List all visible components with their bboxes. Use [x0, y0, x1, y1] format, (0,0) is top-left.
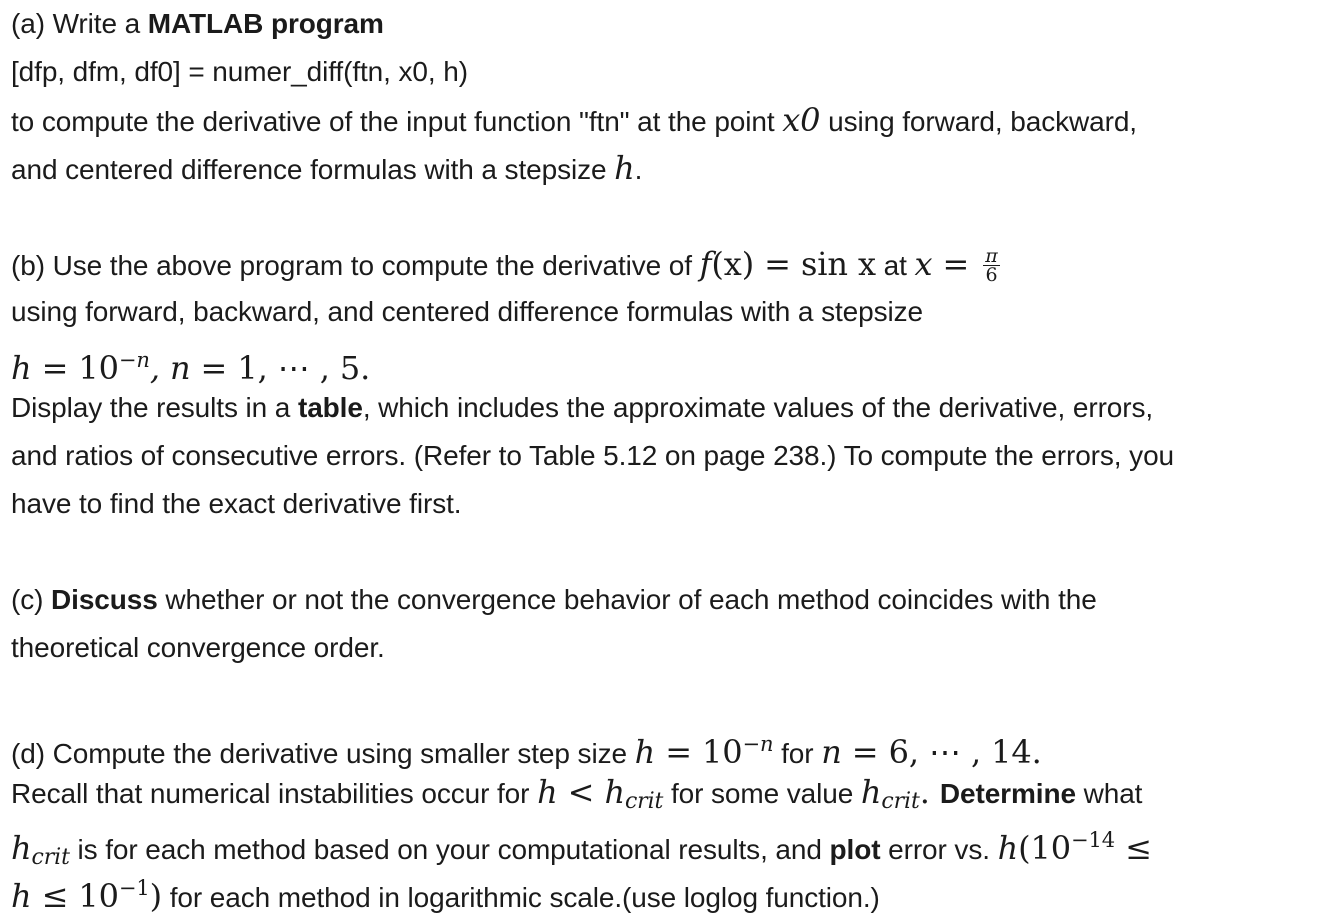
math-h: h — [997, 829, 1019, 867]
math-h: h — [11, 349, 32, 387]
math-h: h — [634, 733, 656, 771]
math-h: h — [614, 149, 635, 187]
text-span: . — [634, 154, 643, 185]
part-d-line4 — [11, 871, 880, 915]
discuss-emphasis: Discuss — [51, 584, 158, 615]
text-span: is for each method based on your computational results, and — [69, 834, 830, 865]
part-b-line1 — [11, 247, 1000, 284]
text-span: , which includes the approximate values of the derivative, errors, — [362, 392, 1154, 423]
part-d-line2 — [11, 775, 1142, 819]
math-n: n — [821, 733, 842, 771]
text-span: at — [875, 250, 915, 281]
math-range: = 6, ⋯ , 14. — [841, 733, 1042, 771]
fraction-denominator: 6 — [985, 264, 998, 286]
math-h: h — [537, 773, 558, 811]
math-n: , n — [149, 349, 191, 387]
fraction-numerator: π — [985, 245, 998, 267]
math-ten: = 10 — [655, 733, 743, 771]
part-b-line6: have to find the exact derivative first. — [11, 488, 462, 519]
text-span: what — [1075, 778, 1143, 809]
text-span: (b) Use the above program to compute the derivative of — [11, 250, 700, 281]
text-span: whether or not the convergence behavior of each method coincides with the — [157, 584, 1097, 615]
math-subscript-crit: crit — [624, 789, 664, 814]
math-period: . — [919, 773, 940, 811]
math-f: f — [699, 245, 712, 283]
math-ten: = 10 — [31, 349, 119, 387]
part-c-line2: theoretical convergence order. — [11, 632, 385, 663]
part-b-line4 — [11, 391, 1153, 425]
text-span: error vs. — [880, 834, 998, 865]
text-span: using forward, backward, — [820, 106, 1137, 137]
part-a-description-line2 — [11, 151, 642, 187]
text-span: Display the results in a — [11, 392, 298, 423]
part-b-step-size-formula — [11, 343, 370, 387]
text-span: Recall that numerical instabilities occur for — [11, 778, 538, 809]
math-h: h — [604, 773, 625, 811]
table-emphasis: table — [297, 392, 363, 423]
math-exponent: −n — [118, 348, 150, 372]
text-span: for — [773, 738, 822, 769]
math-less-than: < — [557, 773, 605, 811]
function-signature: [dfp, dfm, df0] = numer_diff(ftn, x0, h) — [11, 56, 468, 87]
text-span: and centered difference formulas with a stepsize — [11, 154, 615, 185]
part-d-line3 — [11, 823, 1152, 875]
part-a-description-line1 — [11, 103, 1137, 139]
math-h: h — [860, 773, 882, 811]
pi-over-six-fraction — [983, 247, 999, 284]
math-subscript-crit: crit — [881, 789, 920, 814]
text-span: to compute the derivative of the input function "ftn" at the point — [11, 106, 783, 137]
part-d-line1 — [11, 727, 1042, 771]
part-c-line1 — [11, 583, 1097, 617]
math-open-paren-ten: (10 — [1018, 829, 1072, 867]
math-subscript-crit: crit — [31, 845, 70, 870]
math-range: = 1, ⋯ , 5. — [190, 349, 371, 387]
math-exponent: −n — [742, 732, 774, 756]
math-close-paren: ) — [149, 877, 163, 915]
text-span: (c) — [11, 584, 52, 615]
part-a-heading — [11, 7, 384, 41]
math-h: h — [11, 877, 32, 915]
part-a-label: (a) Write a — [11, 8, 148, 39]
math-less-equal-ten: ≤ 10 — [31, 877, 119, 915]
math-x-equals: x = — [914, 245, 980, 283]
part-b-line2: using forward, backward, and centered difference formulas with a stepsize — [11, 296, 923, 327]
text-span: for each method in logarithmic scale.(use loglog function.) — [162, 882, 880, 913]
math-h: h — [11, 829, 32, 867]
plot-emphasis: plot — [829, 834, 881, 865]
text-span: for some value — [663, 778, 861, 809]
determine-emphasis: Determine — [939, 778, 1076, 809]
math-less-equal: ≤ — [1115, 829, 1152, 867]
math-x0: x0 — [782, 101, 821, 139]
matlab-program-emphasis: MATLAB program — [147, 8, 384, 39]
math-exponent: −1 — [118, 876, 150, 900]
part-b-line5: and ratios of consecutive errors. (Refer to Table 5.12 on page 238.) To compute the errors, you — [11, 440, 1175, 471]
text-span: (d) Compute the derivative using smaller step size — [11, 738, 635, 769]
math-sin-x: (x) = sin x — [711, 245, 876, 283]
math-exponent: −14 — [1071, 828, 1116, 852]
